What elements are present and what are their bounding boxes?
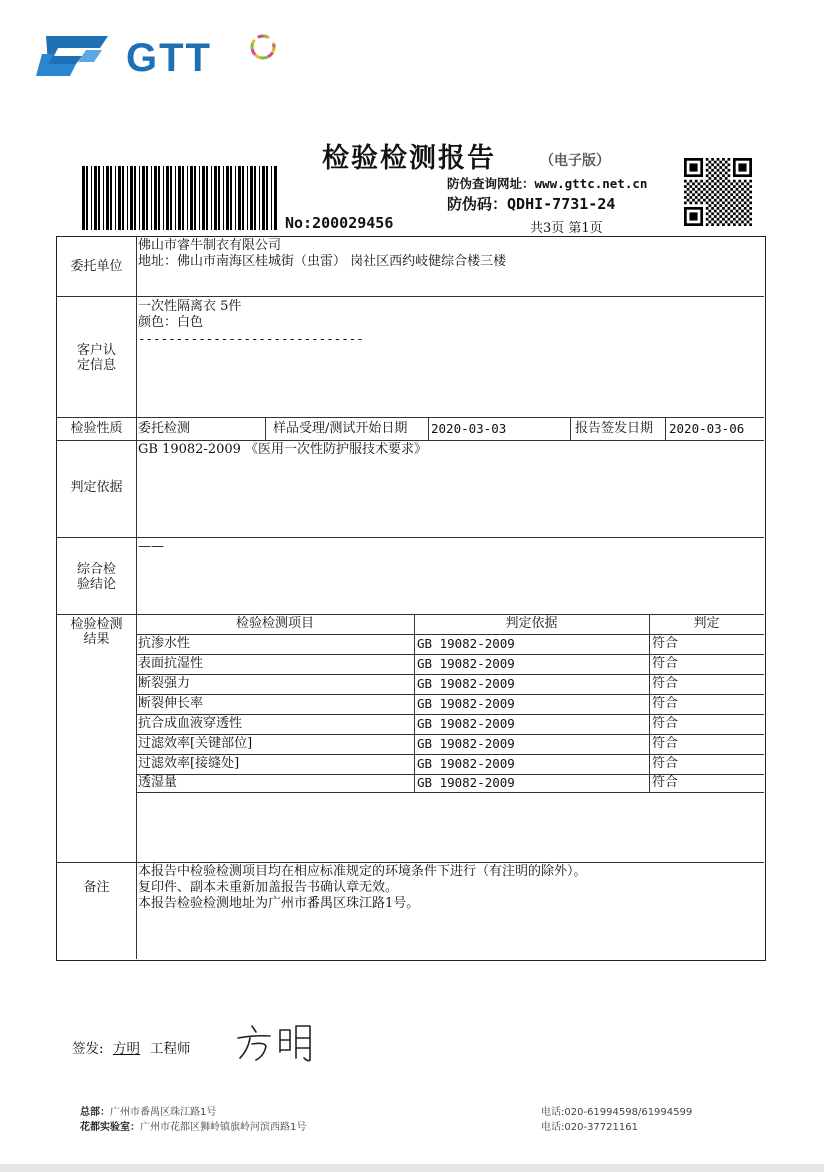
result-basis: GB 19082-2009 — [417, 756, 515, 771]
result-verdict: 符合 — [652, 716, 679, 731]
issue-date: 2020-03-06 — [669, 421, 745, 436]
results-header-item: 检验检测项目 — [235, 616, 314, 631]
result-basis: GB 19082-2009 — [417, 736, 515, 751]
report-table — [56, 236, 766, 961]
signoff-name: 方明 — [113, 1041, 140, 1057]
page-bottom-bar — [0, 1164, 824, 1172]
result-item: 过滤效率[接缝处] — [138, 756, 240, 771]
result-item: 断裂强力 — [138, 676, 191, 691]
remarks-label: 备注 — [83, 880, 110, 895]
result-item: 抗合成血液穿透性 — [138, 716, 243, 731]
result-verdict: 符合 — [652, 656, 679, 671]
sample-line-1: 一次性隔离衣 5件 — [138, 299, 242, 314]
inspection-nature-label: 检验性质 — [70, 421, 123, 436]
basis-label: 判定依据 — [70, 480, 123, 495]
verify-url-label: 防伪查询网址： — [447, 176, 535, 191]
result-basis: GB 19082-2009 — [417, 656, 515, 671]
result-verdict: 符合 — [652, 756, 679, 771]
result-item: 过滤效率[关键部位] — [138, 736, 253, 751]
footer-lab-phone: 电话:020-37721161 — [541, 1122, 638, 1133]
result-basis: GB 19082-2009 — [417, 775, 515, 790]
signoff-role: 工程师 — [150, 1041, 191, 1057]
client-name: 佛山市睿牛制衣有限公司 — [138, 238, 282, 253]
result-verdict: 符合 — [652, 696, 679, 711]
result-basis: GB 19082-2009 — [417, 696, 515, 711]
footer-lab-address: 广州市花都区狮岭镇旗岭河滨西路1号 — [140, 1122, 307, 1133]
footer-lab — [80, 1118, 306, 1133]
results-header-basis: 判定依据 — [505, 616, 558, 631]
result-basis: GB 19082-2009 — [417, 676, 515, 691]
barcode-icon — [80, 166, 280, 230]
footer-hq-address: 广州市番禺区珠江路1号 — [110, 1107, 217, 1118]
result-basis: GB 19082-2009 — [417, 716, 515, 731]
results-label: 检验检测结果 — [70, 617, 123, 647]
results-header-verdict: 判定 — [693, 616, 720, 631]
verify-url — [447, 174, 647, 192]
basis-text: GB 19082-2009 《医用一次性防护服技术要求》 — [138, 442, 428, 457]
receive-date: 2020-03-03 — [431, 421, 507, 436]
handwritten-signature-icon — [234, 1016, 318, 1064]
qr-code-icon — [684, 158, 752, 226]
sample-line-2: 颜色：白色 — [138, 315, 204, 330]
logo-ring-icon — [248, 32, 278, 62]
remarks-line-1: 本报告中检验检测项目均在相应标准规定的环境条件下进行（有注明的除外）。 — [138, 864, 587, 879]
footer-hq — [80, 1103, 216, 1118]
result-item: 抗渗水性 — [138, 636, 191, 651]
gtt-logo-mark-icon — [36, 34, 110, 78]
sample-line-3: ------------------------------ — [138, 331, 364, 346]
document-edition: （电子版） — [540, 153, 610, 169]
result-verdict: 符合 — [652, 636, 679, 651]
result-verdict: 符合 — [652, 676, 679, 691]
verify-url-value: www.gttc.net.cn — [534, 176, 648, 191]
document-title: 检验检测报告 — [322, 143, 496, 174]
remarks-line-3: 本报告检验检测地址为广州市番禺区珠江路1号。 — [138, 896, 420, 911]
footer-hq-label: 总部： — [80, 1107, 110, 1118]
signoff-label: 签发: — [72, 1041, 104, 1057]
client-label: 委托单位 — [70, 259, 123, 274]
footer-lab-label: 花都实验室： — [80, 1122, 140, 1133]
footer-hq-phone: 电话:020-61994598/61994599 — [541, 1107, 693, 1118]
inspection-nature: 委托检测 — [138, 421, 191, 436]
conclusion-text: —— — [138, 539, 164, 554]
verify-code — [447, 193, 615, 214]
conclusion-label: 综合检验结论 — [76, 562, 116, 592]
sample-info-label: 客户认定信息 — [76, 343, 116, 373]
result-basis: GB 19082-2009 — [417, 636, 515, 651]
page-info: 共3页 第1页 — [530, 221, 603, 236]
logo-text: GTT — [126, 36, 212, 80]
result-verdict: 符合 — [652, 775, 679, 790]
verify-code-value: QDHI-7731-24 — [507, 195, 616, 213]
result-item: 表面抗湿性 — [138, 656, 204, 671]
verify-code-label: 防伪码： — [447, 195, 508, 213]
issue-date-label: 报告签发日期 — [575, 421, 654, 436]
report-number: No:200029456 — [285, 214, 394, 232]
remarks-line-2: 复印件、副本未重新加盖报告书确认章无效。 — [138, 880, 399, 895]
receive-date-label: 样品受理/测试开始日期 — [273, 421, 408, 436]
result-item: 透湿量 — [138, 775, 178, 790]
result-item: 断裂伸长率 — [138, 696, 204, 711]
client-address: 地址：佛山市南海区桂城街（虫雷） 岗社区西约岐健综合楼三楼 — [138, 254, 507, 269]
result-verdict: 符合 — [652, 736, 679, 751]
